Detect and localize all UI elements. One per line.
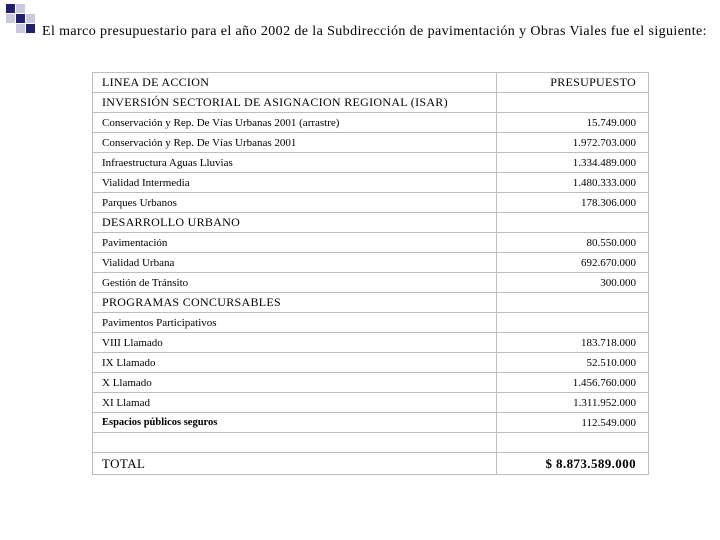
row-value: 1.480.333.000 [497, 173, 649, 193]
row-label: Pavimentos Participativos [93, 313, 497, 333]
row-value: 1.311.952.000 [497, 393, 649, 413]
row-value: 15.749.000 [497, 113, 649, 133]
table-row [93, 273, 649, 293]
row-value: 178.306.000 [497, 193, 649, 213]
table-header-row [93, 73, 649, 93]
row-label: Vialidad Urbana [93, 253, 497, 273]
row-label: Parques Urbanos [93, 193, 497, 213]
table-row [93, 313, 649, 333]
header-presupuesto: PRESUPUESTO [497, 73, 649, 93]
row-label: X Llamado [93, 373, 497, 393]
total-label: TOTAL [93, 453, 497, 475]
row-value [497, 433, 649, 453]
row-label: XI Llamad [93, 393, 497, 413]
row-value: 1.334.489.000 [497, 153, 649, 173]
section-label: PROGRAMAS CONCURSABLES [93, 293, 497, 313]
row-label: Espacios públicos seguros [93, 413, 497, 433]
table-row [93, 113, 649, 133]
row-value: 80.550.000 [497, 233, 649, 253]
table-row [93, 233, 649, 253]
row-label: Conservación y Rep. De Vías Urbanas 2001 [93, 133, 497, 153]
row-label: Conservación y Rep. De Vías Urbanas 2001 (arrastre) [93, 113, 497, 133]
table-row [93, 433, 649, 453]
row-value: 1.456.760.000 [497, 373, 649, 393]
table-row [93, 253, 649, 273]
header-linea-de-accion: LINEA DE ACCION [93, 73, 497, 93]
section-value [497, 213, 649, 233]
table-row [93, 373, 649, 393]
table-row [93, 333, 649, 353]
total-value: $ 8.873.589.000 [497, 453, 649, 475]
row-value: 112.549.000 [497, 413, 649, 433]
table-row [93, 353, 649, 373]
row-label: Infraestructura Aguas Lluvias [93, 153, 497, 173]
table-row [93, 193, 649, 213]
decorative-squares [6, 4, 46, 44]
section-row [93, 93, 649, 113]
row-value: 183.718.000 [497, 333, 649, 353]
section-row [93, 293, 649, 313]
row-label: Vialidad Intermedia [93, 173, 497, 193]
row-value [497, 313, 649, 333]
row-value: 1.972.703.000 [497, 133, 649, 153]
row-label [93, 433, 497, 453]
row-label: IX Llamado [93, 353, 497, 373]
row-value: 300.000 [497, 273, 649, 293]
section-label: INVERSIÓN SECTORIAL DE ASIGNACION REGIONAL (ISAR) [93, 93, 497, 113]
section-value [497, 293, 649, 313]
row-value: 52.510.000 [497, 353, 649, 373]
page-title: El marco presupuestario para el año 2002 de la Subdirección de pavimentación y Obras Viales fue el siguiente: [42, 24, 707, 39]
section-value [497, 93, 649, 113]
table-row [93, 173, 649, 193]
table-row [93, 413, 649, 433]
table-row [93, 153, 649, 173]
section-row [93, 213, 649, 233]
table-row [93, 133, 649, 153]
row-label: Pavimentación [93, 233, 497, 253]
row-label: VIII Llamado [93, 333, 497, 353]
section-label: DESARROLLO URBANO [93, 213, 497, 233]
budget-table [92, 72, 649, 475]
row-value: 692.670.000 [497, 253, 649, 273]
total-row [93, 453, 649, 475]
table-row [93, 393, 649, 413]
row-label: Gestión de Tránsito [93, 273, 497, 293]
